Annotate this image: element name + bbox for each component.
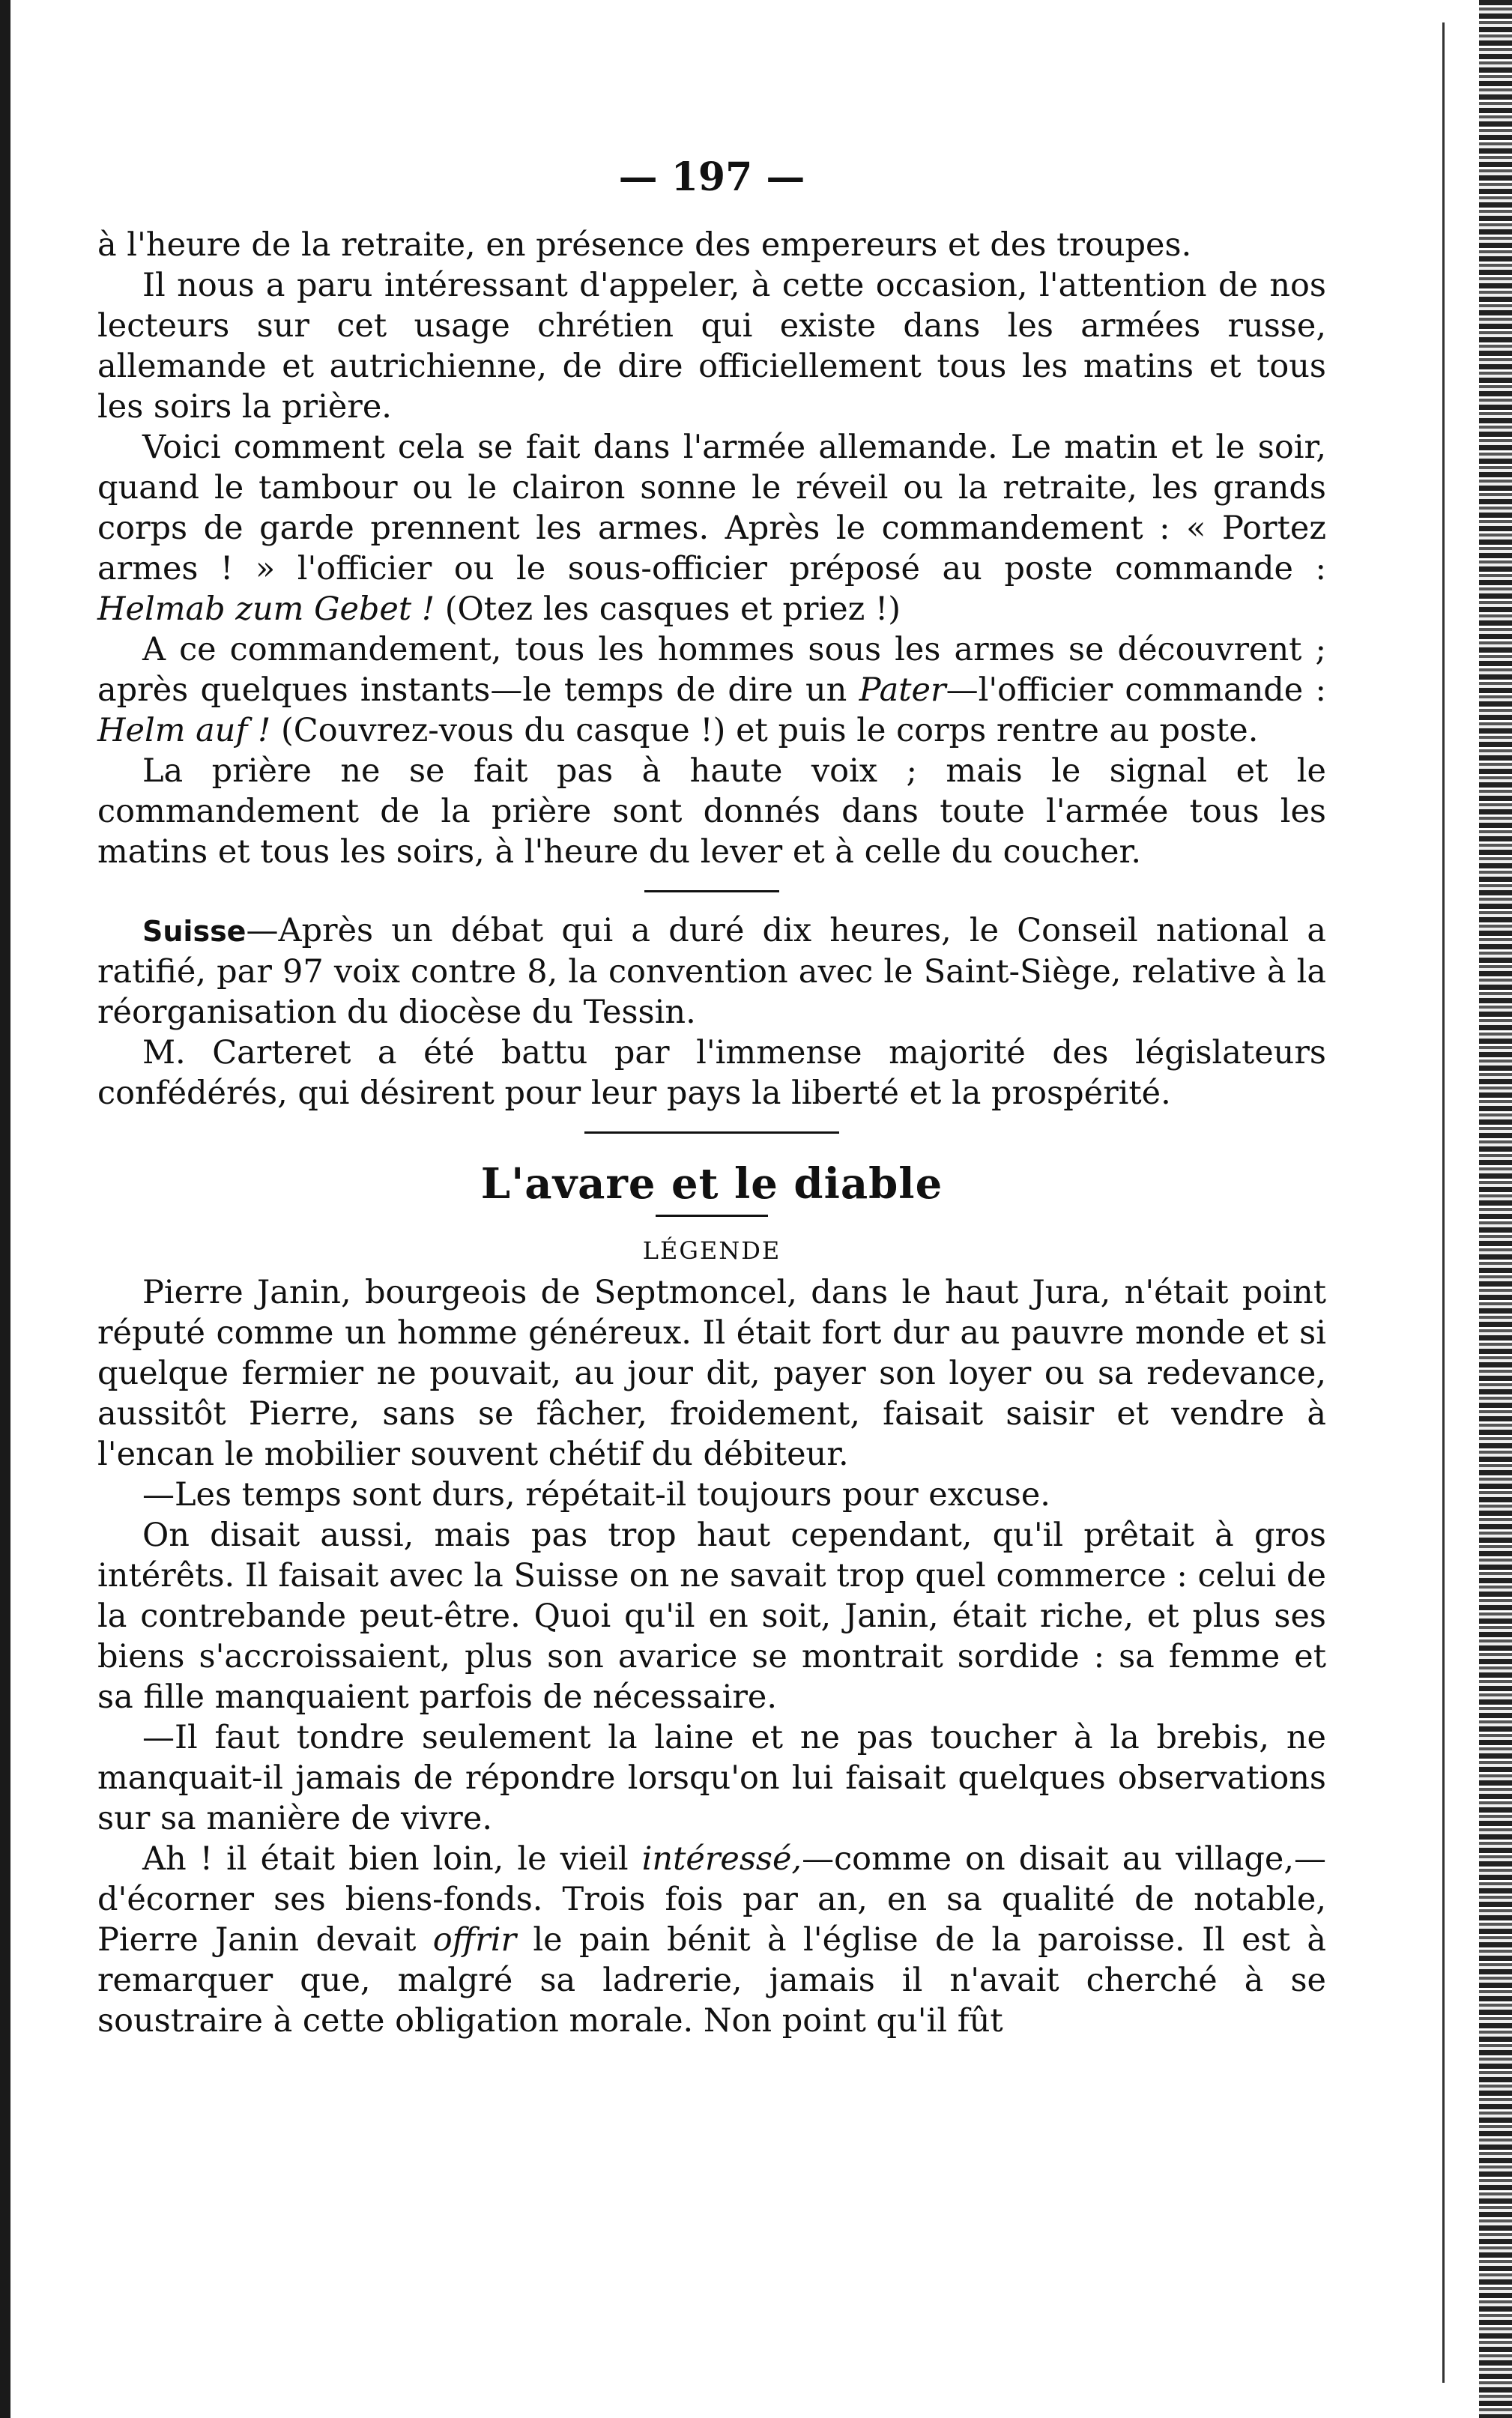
- page-number: — 197 —: [618, 154, 805, 200]
- separator-rule: [644, 890, 779, 892]
- separator-rule: [584, 1131, 839, 1134]
- text-run: le pain bénit à l'église de la paroisse. Il est à remarquer que, malgré sa ladrerie, jamais il n'avait cherché à se soustraire à cette obligation morale. Non point qu'il fût: [97, 1921, 1327, 2040]
- section-lead: Suisse: [142, 915, 247, 948]
- paragraph: —Il faut tondre seulement la laine et ne pas toucher à la brebis, ne manquait-il jamais de répondre lorsqu'on lui faisait quelques observations sur sa manière de vivre.: [97, 1719, 1326, 1837]
- text-run: —Après un débat qui a duré dix heures, le Conseil national a ratifié, par 97 voix contre 8, la convention avec le Saint-Siège, relative à la réorganisation du diocèse du Tessin.: [97, 912, 1326, 1031]
- paragraph: [97, 629, 1326, 751]
- text-run: Voici comment cela se fait dans l'armée allemande. Le matin et le soir, quand le tambour ou le clairon sonne le réveil ou la retraite, les grands corps de garde prennent les armes. Après le commandement : « Portez armes ! » l'officier ou le sous-officier préposé au poste commande :: [97, 429, 1326, 587]
- scan-edge-left: [0, 0, 10, 2418]
- story-subtitle: LÉGENDE: [642, 1236, 781, 1265]
- text-run: Ah ! il était bien loin, le vieil: [142, 1840, 629, 1878]
- text-run: —comme on disait au village,—d'écorner ses biens-fonds. Trois fois par an, en sa qualité de notable, Pierre Janin devait: [97, 1840, 1326, 1959]
- paragraph: —Les temps sont durs, répétait-il toujours pour excuse.: [142, 1476, 1050, 1514]
- paragraph: Pierre Janin, bourgeois de Septmoncel, dans le haut Jura, n'était point réputé comme un homme généreux. Il était fort dur au pauvre monde et si quelque fermier ne pouvait, au jour dit, payer son loyer ou sa redevance, aussitôt Pierre, sans se fâcher, froidement, faisait saisir et vendre à l'encan le mobilier souvent chétif du débiteur.: [97, 1274, 1326, 1473]
- scan-fold-line: [1442, 22, 1445, 2383]
- paragraph: La prière ne se fait pas à haute voix ; mais le signal et le commandement de la prière sont donnés dans toute l'armée tous les matins et tous les soirs, à l'heure du lever et à celle du coucher.: [97, 752, 1326, 871]
- story-title: L'avare et le diable: [480, 1159, 943, 1209]
- paragraph: M. Carteret a été battu par l'immense majorité des législateurs confédérés, qui désirent pour leur pays la liberté et la prospérité.: [97, 1034, 1326, 1112]
- italic-command: Helmab zum Gebet !: [97, 590, 435, 628]
- italic-command: Helm auf !: [97, 712, 271, 749]
- italic-word: Pater: [859, 671, 946, 709]
- paragraph: On disait aussi, mais pas trop haut cependant, qu'il prêtait à gros intérêts. Il faisait avec la Suisse on ne savait trop quel commerce : celui de la contrebande peut-être. Quoi qu'il en soit, Janin, était riche, et plus ses biens s'accroissaient, plus son avarice se montrait sordide : sa femme et sa fille manquaient parfois de nécessaire.: [97, 1517, 1326, 1716]
- paragraph: [97, 910, 1326, 1033]
- text-run: (Couvrez-vous du casque !) et puis le corps rentre au poste.: [281, 712, 1259, 749]
- paragraph: [97, 427, 1326, 629]
- text-run: —l'officier commande :: [946, 671, 1326, 709]
- paragraph: Il nous a paru intéressant d'appeler, à cette occasion, l'attention de nos lecteurs sur cet usage chrétien qui existe dans les armées russe, allemande et autrichienne, de dire officiellement tous les matins et tous les soirs la prière.: [97, 267, 1326, 426]
- scan-edge-right: [1479, 0, 1512, 2418]
- text-run: A ce commandement, tous les hommes sous les armes se découvrent ; après quelques instants—le temps de dire un: [97, 631, 1326, 709]
- title-rule: [656, 1215, 768, 1217]
- italic-word: offrir: [432, 1921, 517, 1959]
- paragraph: à l'heure de la retraite, en présence des empereurs et des troupes.: [97, 226, 1192, 264]
- text-run: (Otez les casques et priez !): [444, 590, 901, 628]
- document-page: [97, 154, 1327, 2041]
- italic-word: intéressé,: [641, 1840, 802, 1878]
- paragraph: [97, 1839, 1326, 2041]
